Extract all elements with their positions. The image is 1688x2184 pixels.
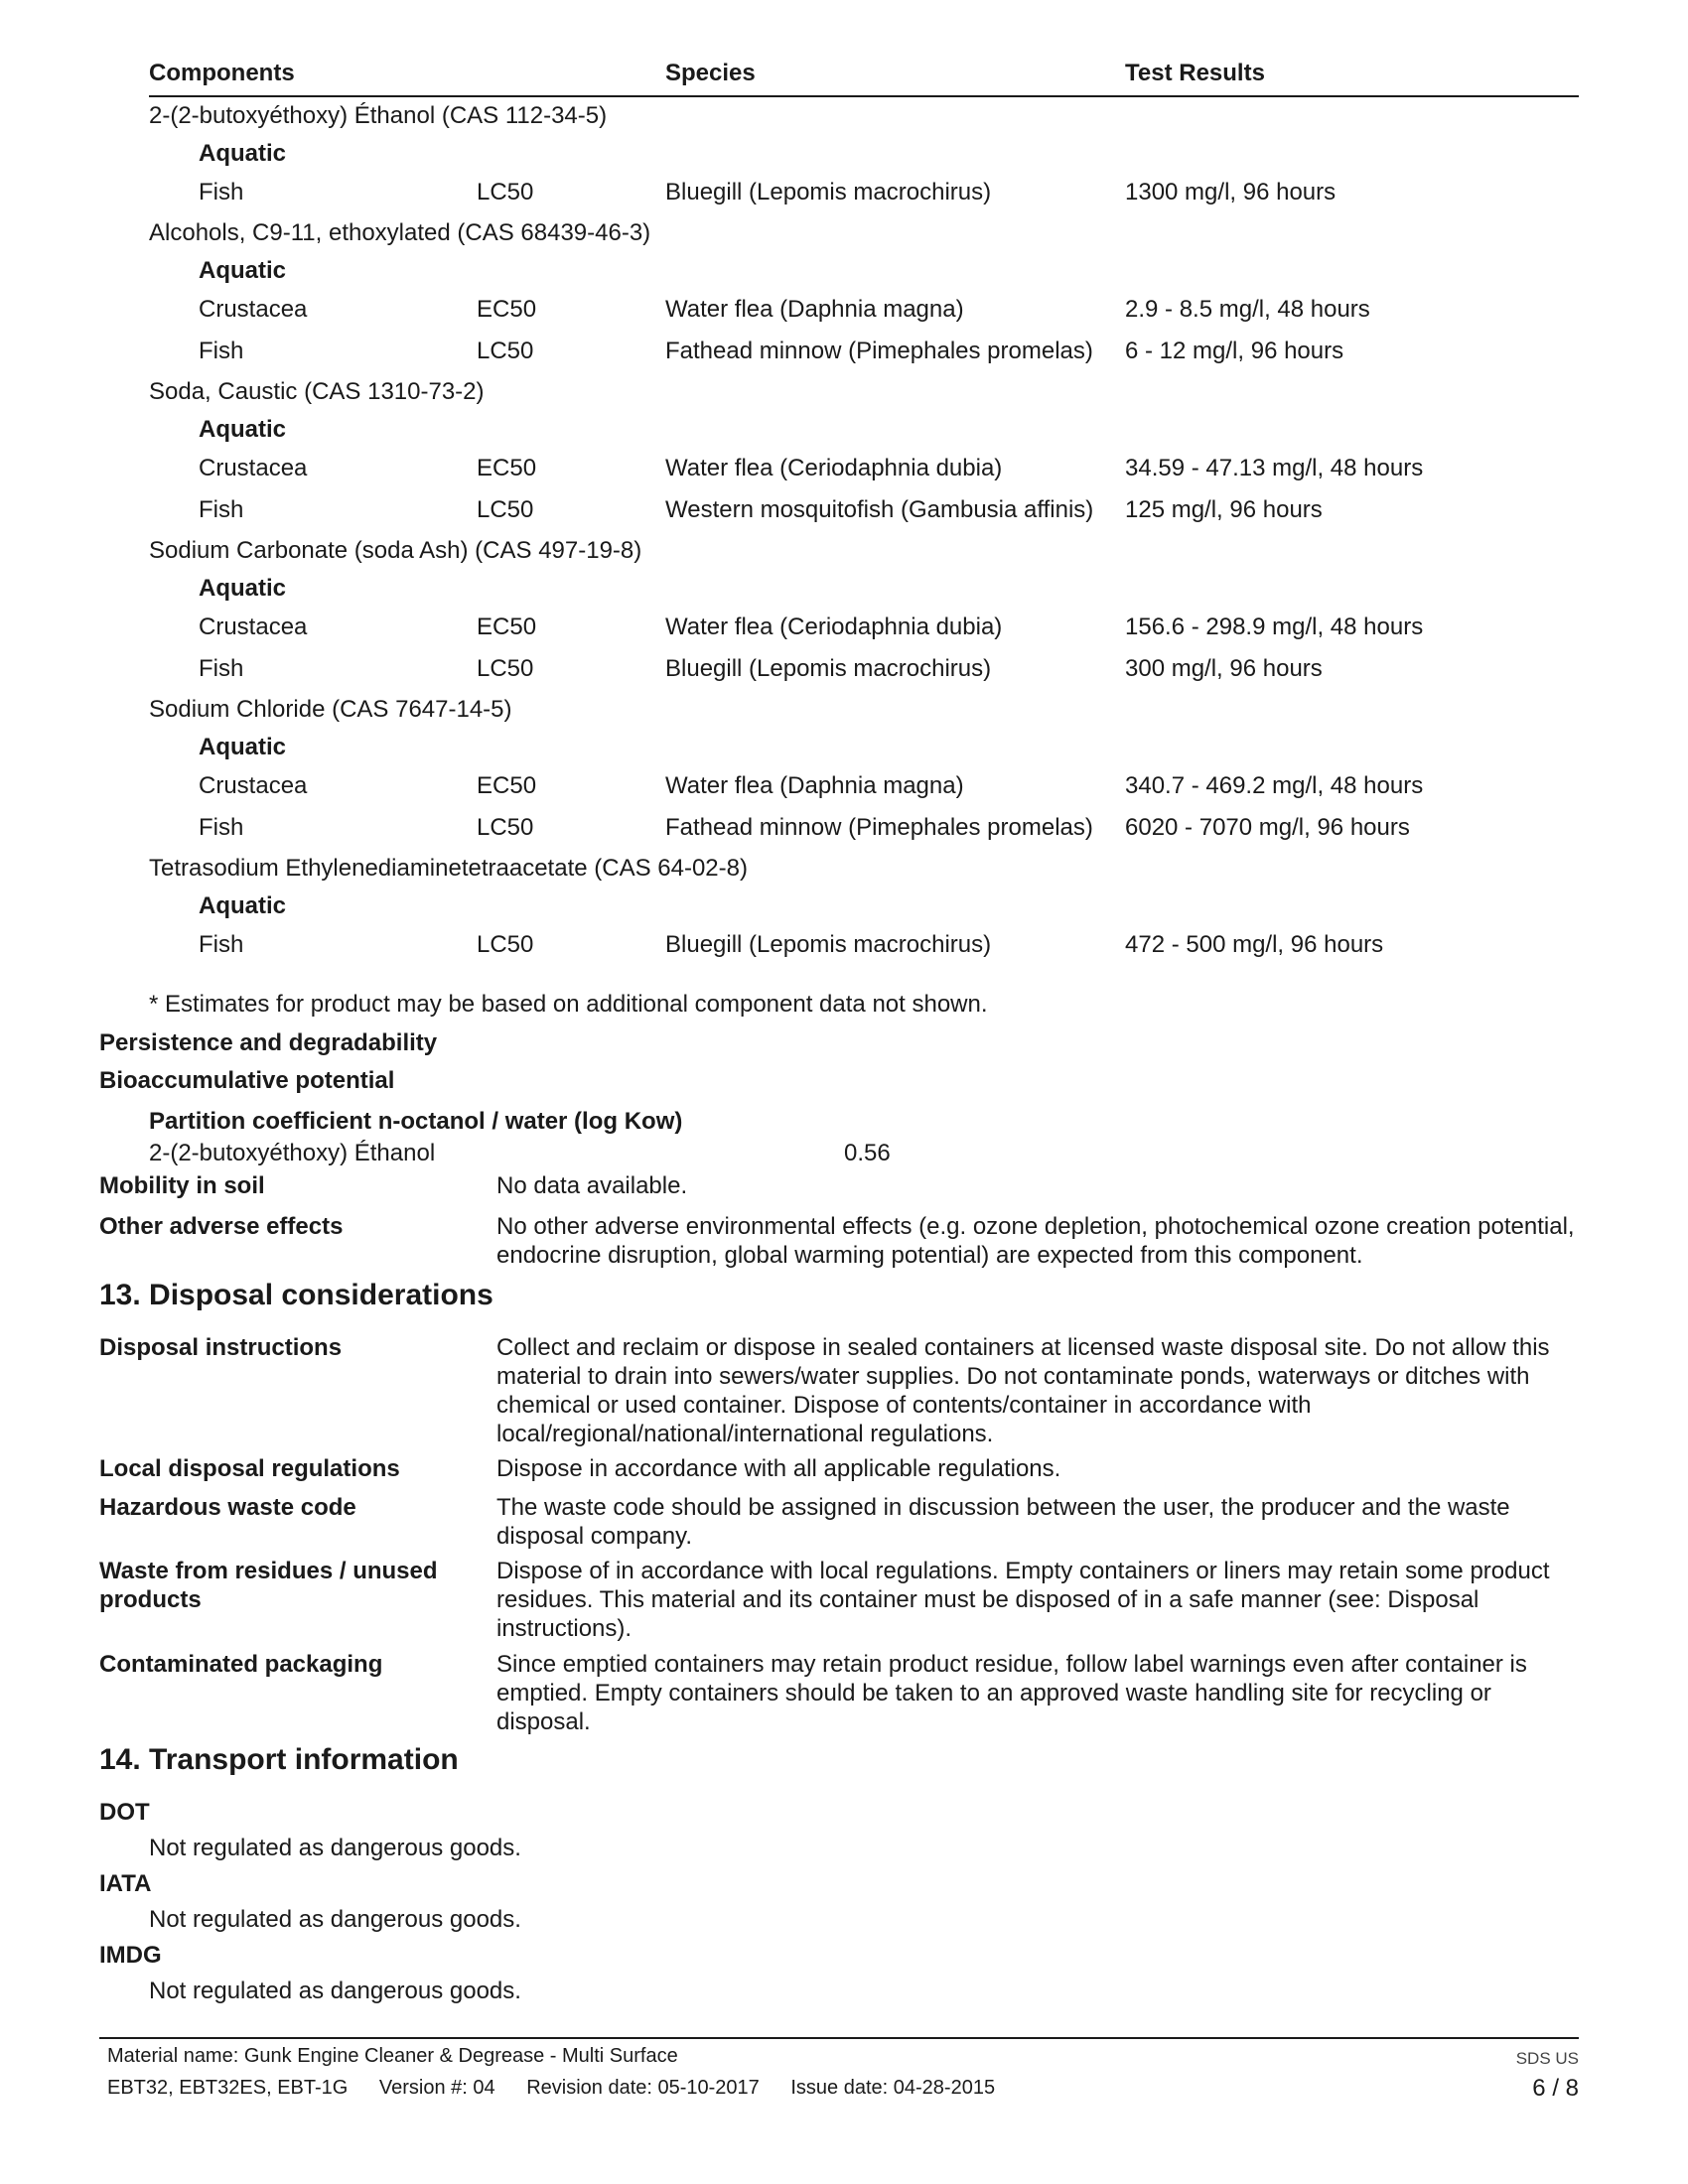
table-row — [149, 766, 1579, 808]
category-label: Aquatic — [199, 416, 287, 443]
organism-type: Fish — [199, 814, 244, 841]
endpoint: EC50 — [477, 772, 537, 799]
mobility-value: No data available. — [496, 1172, 688, 1199]
endpoint: LC50 — [477, 814, 534, 841]
partition-value: 0.56 — [844, 1140, 891, 1166]
species-name: Fathead minnow (Pimephales promelas) — [665, 338, 1093, 364]
organism-type: Crustacea — [199, 296, 308, 323]
organism-type: Fish — [199, 655, 244, 682]
category-label: Aquatic — [199, 892, 287, 919]
endpoint: EC50 — [477, 455, 537, 481]
category-label: Aquatic — [199, 257, 287, 284]
footer-products: EBT32, EBT32ES, EBT-1G — [107, 2077, 349, 2099]
test-result: 472 - 500 mg/l, 96 hours — [1125, 931, 1384, 958]
table-row — [149, 173, 1579, 214]
species-name: Western mosquitofish (Gambusia affinis) — [665, 496, 1094, 523]
test-result: 1300 mg/l, 96 hours — [1125, 179, 1336, 205]
table-header — [149, 56, 1579, 97]
persistence-label: Persistence and degradability — [99, 1029, 438, 1056]
component-name: Sodium Carbonate (soda Ash) (CAS 497-19-8) — [149, 537, 642, 564]
species-name: Water flea (Daphnia magna) — [665, 296, 964, 323]
local-regulations-label: Local disposal regulations — [99, 1455, 400, 1482]
waste-residues-label: Waste from residues / unused products — [99, 1558, 438, 1613]
component-group — [149, 373, 1579, 532]
test-result: 6 - 12 mg/l, 96 hours — [1125, 338, 1344, 364]
table-row — [149, 449, 1579, 490]
waste-residues-value: Dispose of in accordance with local regulations. Empty containers or liners may retain some product residues. This material and its container must be disposed of in a safe manner (see: Disposal instructions). — [496, 1558, 1550, 1642]
table-row — [149, 490, 1579, 532]
imdg-label: IMDG — [99, 1942, 162, 1969]
species-name: Bluegill (Lepomis macrochirus) — [665, 655, 992, 682]
test-result: 125 mg/l, 96 hours — [1125, 496, 1323, 523]
table-row — [149, 608, 1579, 649]
partition-component: 2-(2-butoxyéthoxy) Éthanol — [149, 1140, 436, 1166]
imdg-value: Not regulated as dangerous goods. — [149, 1978, 521, 2004]
table-row — [149, 925, 1579, 967]
footer-meta — [107, 2077, 1021, 2100]
contaminated-packaging-value: Since emptied containers may retain product residue, follow label warnings even after container is emptied. Empty containers should be taken to an approved waste handling site for recycling or disposal. — [496, 1651, 1527, 1735]
component-group — [149, 532, 1579, 691]
table-row — [149, 649, 1579, 691]
partition-heading: Partition coefficient n-octanol / water (log Kow) — [149, 1108, 683, 1135]
species-name: Bluegill (Lepomis macrochirus) — [665, 179, 992, 205]
other-effects-label: Other adverse effects — [99, 1213, 344, 1240]
organism-type: Crustacea — [199, 772, 308, 799]
component-group — [149, 691, 1579, 850]
table-row — [149, 290, 1579, 332]
footer-version: Version #: 04 — [378, 2077, 495, 2099]
test-result: 340.7 - 469.2 mg/l, 48 hours — [1125, 772, 1424, 799]
dot-label: DOT — [99, 1799, 150, 1826]
species-name: Bluegill (Lepomis macrochirus) — [665, 931, 992, 958]
species-name: Fathead minnow (Pimephales promelas) — [665, 814, 1093, 841]
category-label: Aquatic — [199, 734, 287, 760]
disposal-instructions-label: Disposal instructions — [99, 1334, 343, 1361]
organism-type: Fish — [199, 931, 244, 958]
iata-label: IATA — [99, 1870, 152, 1897]
contaminated-packaging-label: Contaminated packaging — [99, 1651, 383, 1678]
header-components: Components — [149, 60, 295, 86]
component-group — [149, 850, 1579, 967]
test-result: 156.6 - 298.9 mg/l, 48 hours — [1125, 614, 1424, 640]
other-effects-value: No other adverse environmental effects (e.g. ozone depletion, photochemical ozone creation potential, endocrine disruption, global warming potential) are expected from this component. — [496, 1213, 1575, 1269]
section-13-title: 13. Disposal considerations — [99, 1279, 493, 1311]
table-body — [149, 97, 1579, 967]
endpoint: EC50 — [477, 614, 537, 640]
header-test-results: Test Results — [1125, 60, 1265, 86]
footer-sds-label: SDS US — [1515, 2049, 1579, 2068]
iata-value: Not regulated as dangerous goods. — [149, 1906, 521, 1933]
organism-type: Fish — [199, 496, 244, 523]
table-row — [149, 808, 1579, 850]
component-name: Alcohols, C9-11, ethoxylated (CAS 68439-46-3) — [149, 219, 651, 246]
table-row — [149, 332, 1579, 373]
dot-value: Not regulated as dangerous goods. — [149, 1835, 521, 1861]
footer-page-number: 6 / 8 — [1532, 2075, 1579, 2102]
section-14-title: 14. Transport information — [99, 1743, 459, 1776]
bioaccumulative-label: Bioaccumulative potential — [99, 1067, 395, 1094]
organism-type: Fish — [199, 338, 244, 364]
species-name: Water flea (Ceriodaphnia dubia) — [665, 614, 1003, 640]
endpoint: EC50 — [477, 296, 537, 323]
ecotox-table — [149, 56, 1579, 967]
species-name: Water flea (Ceriodaphnia dubia) — [665, 455, 1003, 481]
component-group — [149, 97, 1579, 214]
endpoint: LC50 — [477, 179, 534, 205]
endpoint: LC50 — [477, 655, 534, 682]
test-result: 6020 - 7070 mg/l, 96 hours — [1125, 814, 1410, 841]
component-group — [149, 214, 1579, 373]
organism-type: Crustacea — [199, 455, 308, 481]
category-label: Aquatic — [199, 575, 287, 602]
component-name: Sodium Chloride (CAS 7647-14-5) — [149, 696, 512, 723]
mobility-label: Mobility in soil — [99, 1172, 265, 1199]
component-name: Tetrasodium Ethylenediaminetetraacetate (CAS 64-02-8) — [149, 855, 748, 882]
test-result: 34.59 - 47.13 mg/l, 48 hours — [1125, 455, 1424, 481]
component-name: Soda, Caustic (CAS 1310-73-2) — [149, 378, 485, 405]
header-species: Species — [665, 60, 756, 86]
waste-code-label: Hazardous waste code — [99, 1494, 356, 1521]
waste-code-value: The waste code should be assigned in discussion between the user, the producer and the waste disposal company. — [496, 1494, 1510, 1550]
footer-material-name: Material name: Gunk Engine Cleaner & Degrease - Multi Surface — [107, 2045, 678, 2067]
disposal-instructions-value: Collect and reclaim or dispose in sealed containers at licensed waste disposal site. Do not allow this material to drain into sewers/water supplies. Do not contaminate ponds, waterways or ditches with chemical or used container. Dispose of contents/container in accordance with local/regional/national/international regulations. — [496, 1334, 1550, 1447]
component-name: 2-(2-butoxyéthoxy) Éthanol (CAS 112-34-5) — [149, 102, 608, 129]
endpoint: LC50 — [477, 496, 534, 523]
category-label: Aquatic — [199, 140, 287, 167]
endpoint: LC50 — [477, 338, 534, 364]
organism-type: Fish — [199, 179, 244, 205]
test-result: 2.9 - 8.5 mg/l, 48 hours — [1125, 296, 1370, 323]
local-regulations-value: Dispose in accordance with all applicable regulations. — [496, 1455, 1061, 1482]
species-name: Water flea (Daphnia magna) — [665, 772, 964, 799]
organism-type: Crustacea — [199, 614, 308, 640]
test-result: 300 mg/l, 96 hours — [1125, 655, 1323, 682]
endpoint: LC50 — [477, 931, 534, 958]
footer-divider — [99, 2037, 1579, 2039]
footer-issue-date: Issue date: 04-28-2015 — [790, 2077, 996, 2099]
footer-revision-date: Revision date: 05-10-2017 — [526, 2077, 760, 2099]
estimate-note: * Estimates for product may be based on additional component data not shown. — [149, 991, 988, 1018]
